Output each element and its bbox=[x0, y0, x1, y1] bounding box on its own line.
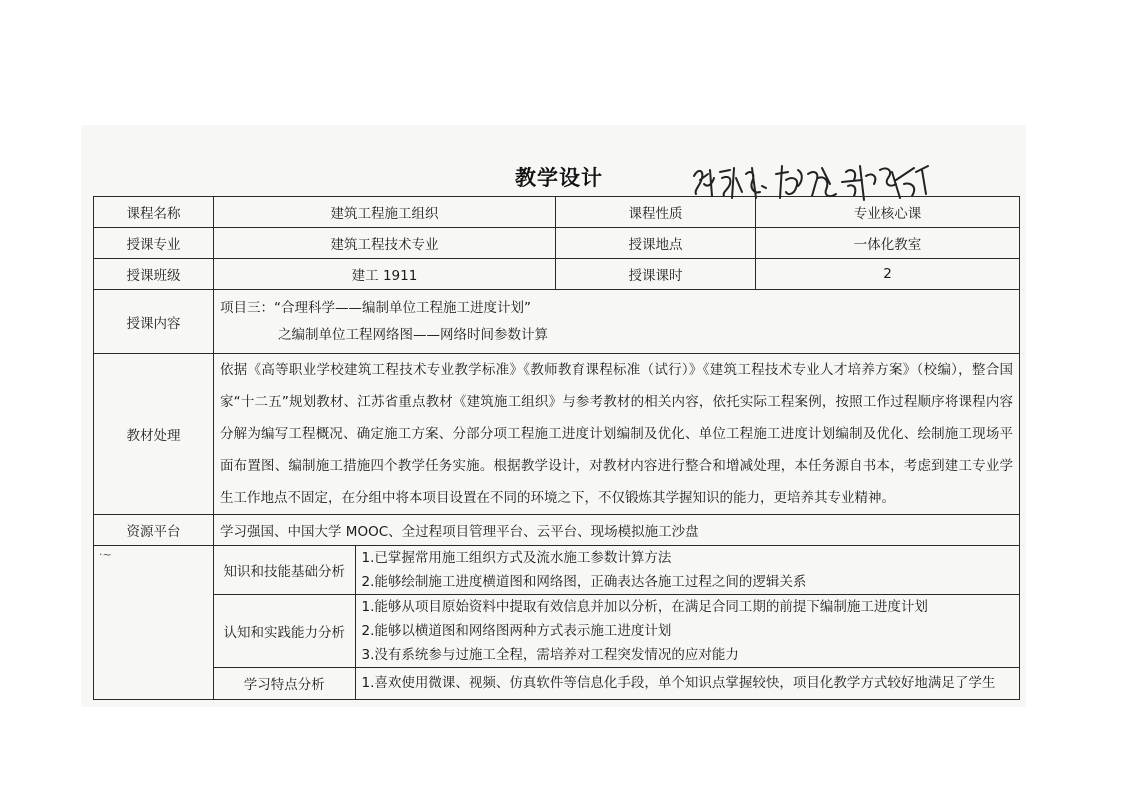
cognition-row bbox=[214, 595, 1019, 668]
knowledge-item-1: 1.已掌握常用施工组织方式及流水施工参数计算方法 bbox=[361, 550, 672, 566]
analysis-table bbox=[214, 546, 1019, 699]
knowledge-row bbox=[214, 546, 1019, 595]
analysis-side-cell bbox=[94, 546, 214, 700]
major-value: 建筑工程技术专业 bbox=[214, 228, 556, 259]
course-nature-value: 专业核心课 bbox=[756, 197, 1020, 228]
cognition-item-3: 3.没有系统参与过施工全程，需培养对工程突发情况的应对能力 bbox=[361, 647, 739, 663]
learning-item-1: 1.喜欢使用微课、视频、仿真软件等信息化手段，单个知识点掌握较快，项目化教学方式较好地满足了学生 bbox=[361, 675, 996, 692]
material-label: 教材处理 bbox=[94, 354, 214, 515]
course-nature-label: 课程性质 bbox=[556, 197, 756, 228]
class-value: 建工 1911 bbox=[214, 259, 556, 290]
row-analysis bbox=[94, 546, 1020, 700]
learning-label: 学习特点分析 bbox=[214, 668, 355, 699]
row-material bbox=[94, 354, 1020, 515]
resource-value: 学习强国、中国大学 MOOC、全过程项目管理平台、云平台、现场模拟施工沙盘 bbox=[214, 515, 1020, 546]
location-value: 一体化教室 bbox=[756, 228, 1020, 259]
course-name-value: 建筑工程施工组织 bbox=[214, 197, 556, 228]
row-resource bbox=[94, 515, 1020, 546]
hours-label: 授课课时 bbox=[556, 259, 756, 290]
cognition-item-1: 1.能够从项目原始资料中提取有效信息并加以分析，在满足合同工期的前提下编制施工进度计划 bbox=[361, 599, 928, 615]
content-label: 授课内容 bbox=[94, 290, 214, 354]
analysis-cell bbox=[214, 546, 1020, 700]
material-text: 依据《高等职业学校建筑工程技术专业教学标准》《教师教育课程标准（试行）》《建筑工程技术专业人才培养方案》（校编），整合国家“十二五”规划教材、江苏省重点教材《建筑施工组织》与参考教材的相关内容，依托实际工程案例，按照工作过程顺序将课程内容分解为编写工程概况、确定施工方案、分部分项工程施工进度计划编制及优化、单位工程施工进度计划编制及优化、绘制施工现场平面布置图、编制施工措施四个教学任务实施。根据教学设计，对教材内容进行整合和增减处理，本任务源自书本，考虑到建工专业学生工作地点不固定，在分组中将本项目设置在不同的环境之下，不仅锻炼其学握知识的能力，更培养其专业精神。 bbox=[214, 354, 1020, 515]
location-label: 授课地点 bbox=[556, 228, 756, 259]
learning-row bbox=[214, 668, 1019, 699]
content-value bbox=[214, 290, 1020, 354]
row-major bbox=[94, 228, 1020, 259]
row-class bbox=[94, 259, 1020, 290]
resource-label: 资源平台 bbox=[94, 515, 214, 546]
teaching-design-table bbox=[93, 196, 1020, 700]
cognition-content bbox=[355, 595, 1019, 668]
knowledge-label: 知识和技能基础分析 bbox=[214, 546, 355, 595]
document-title: 教学设计 bbox=[515, 166, 603, 190]
cognition-label: 认知和实践能力分析 bbox=[214, 595, 355, 668]
major-label: 授课专业 bbox=[94, 228, 214, 259]
course-name-label: 课程名称 bbox=[94, 197, 214, 228]
row-course-name bbox=[94, 197, 1020, 228]
content-line-1: 项目三：“合理科学——编制单位工程施工进度计划” bbox=[220, 299, 531, 316]
knowledge-item-2: 2.能够绘制施工进度横道图和网络图，正确表达各施工过程之间的逻辑关系 bbox=[361, 574, 807, 590]
row-content bbox=[94, 290, 1020, 354]
knowledge-content bbox=[355, 546, 1019, 595]
margin-mark: ·~ bbox=[99, 548, 112, 561]
class-label: 授课班级 bbox=[94, 259, 214, 290]
content-line-2: 之编制单位工程网络图——网络时间参数计算 bbox=[278, 326, 548, 343]
cognition-item-2: 2.能够以横道图和网络图两种方式表示施工进度计划 bbox=[361, 623, 672, 639]
hours-value: 2 bbox=[756, 259, 1020, 290]
learning-content bbox=[355, 668, 1019, 699]
